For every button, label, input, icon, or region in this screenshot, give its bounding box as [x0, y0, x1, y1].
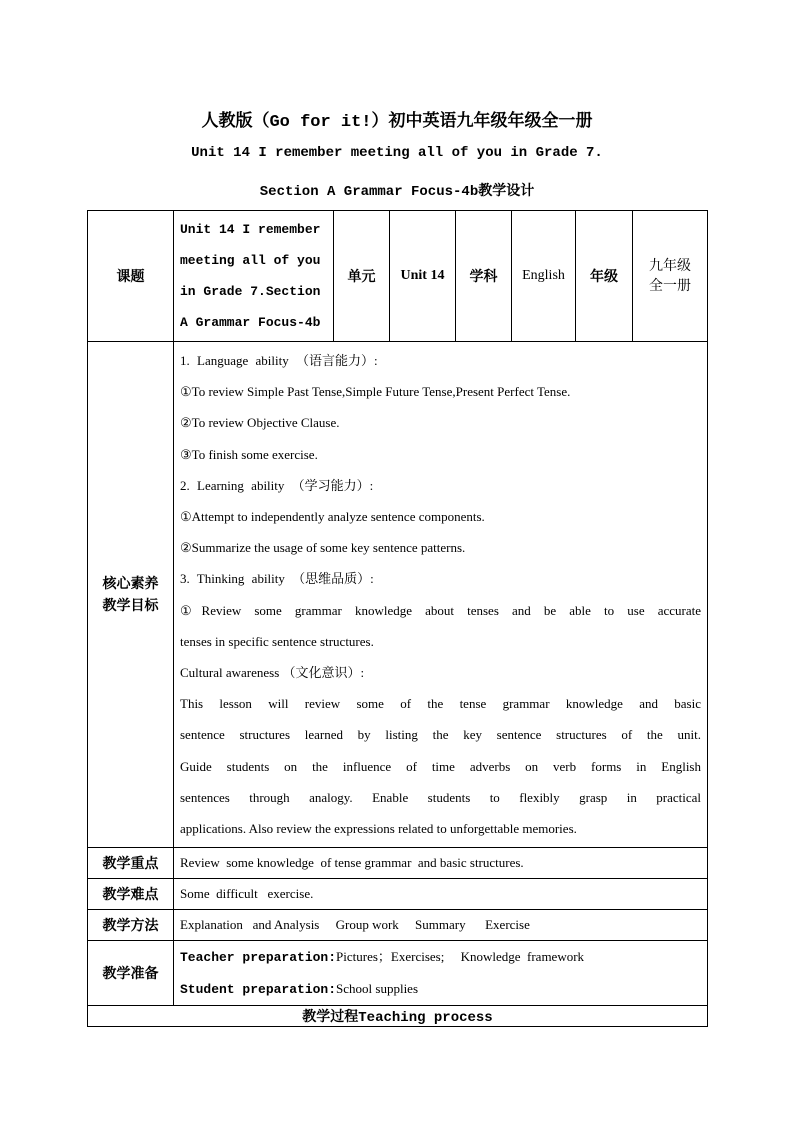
subject-value: English — [512, 211, 576, 342]
key-points-value: Review some knowledge of tense grammar and basic structures. — [174, 848, 708, 879]
goal-line: 2. Learning ability （学习能力）: — [180, 477, 374, 493]
goals-row — [88, 342, 708, 848]
doc-subtitle-section: Section A Grammar Focus-4b教学设计 — [259, 184, 535, 200]
topic-line: in Grade 7.Section — [180, 284, 321, 299]
goal-line: ①Review some grammar knowledge about tenses and be able to use accurate — [180, 602, 701, 618]
goal-line: sentence structures learned by listing the key sentence structures of the unit. — [180, 727, 701, 743]
preparation-value — [174, 941, 708, 1006]
doc-subtitle-unit: Unit 14 I remember meeting all of you in Grade 7. — [191, 145, 603, 161]
goal-line: ①To review Simple Past Tense,Simple Future Tense,Present Perfect Tense. — [180, 384, 571, 400]
topic-value — [174, 211, 334, 342]
methods-label: 教学方法 — [88, 910, 174, 941]
process-row — [88, 1006, 708, 1027]
goals-label-line: 教学目标 — [102, 597, 159, 614]
doc-title: 人教版（Go for it!）初中英语九年级年级全一册 — [201, 113, 593, 132]
topic-label: 课题 — [88, 211, 174, 342]
goal-line: ②To review Objective Clause. — [180, 415, 340, 431]
goal-line: ③To finish some exercise. — [180, 446, 318, 462]
unit-label: 单元 — [334, 211, 390, 342]
goal-line: 1. Language ability （语言能力）: — [180, 353, 378, 368]
goals-content — [174, 342, 708, 848]
student-preparation-label: Student preparation: — [180, 982, 337, 998]
key-points-row — [88, 848, 708, 879]
goals-label-line: 核心素养 — [102, 575, 159, 592]
goal-line: sentences through analogy. Enable students to flexibly grasp in practical — [180, 789, 701, 805]
methods-row — [88, 910, 708, 941]
goal-line: This lesson will review some of the tense grammar knowledge and basic — [180, 696, 701, 712]
goal-line: applications. Also review the expressions related to unforgettable memories. — [180, 821, 577, 837]
goal-line: Guide students on the influence of time adverbs on verb forms in English — [180, 758, 701, 774]
goals-label — [88, 342, 174, 848]
info-row — [88, 211, 708, 342]
grade-value — [633, 211, 708, 342]
unit-value: Unit 14 — [390, 211, 456, 342]
student-preparation — [180, 973, 701, 1005]
grade-line: 九年级 — [649, 258, 691, 274]
key-points-label: 教学重点 — [88, 848, 174, 879]
subject-label: 学科 — [456, 211, 512, 342]
teacher-preparation — [180, 941, 701, 973]
difficult-points-label: 教学难点 — [88, 879, 174, 910]
process-title: 教学过程Teaching process — [88, 1006, 708, 1027]
goal-line: ②Summarize the usage of some key sentence patterns. — [180, 540, 466, 556]
preparation-label: 教学准备 — [88, 941, 174, 1006]
teacher-preparation-text: Pictures；Exercises; Knowledge framework — [336, 949, 585, 965]
goal-line: tenses in specific sentence structures. — [180, 633, 374, 649]
goal-line: ①Attempt to independently analyze sentence components. — [180, 509, 485, 525]
goal-line: 3. Thinking ability （思维品质）: — [180, 571, 374, 587]
grade-line: 全一册 — [649, 278, 691, 294]
difficult-points-value: Some difficult exercise. — [174, 879, 708, 910]
teacher-preparation-label: Teacher preparation: — [180, 950, 337, 966]
grade-label: 年级 — [576, 211, 633, 342]
student-preparation-text: School supplies — [336, 981, 419, 997]
goal-line: Cultural awareness （文化意识）: — [180, 665, 365, 681]
preparation-row — [88, 941, 708, 1006]
difficult-points-row — [88, 879, 708, 910]
topic-line: A Grammar Focus-4b — [180, 315, 321, 330]
topic-line: Unit 14 I remember — [180, 222, 321, 237]
topic-line: meeting all of you — [180, 253, 321, 268]
methods-value: Explanation and Analysis Group work Summary Exercise — [174, 910, 708, 941]
lesson-plan-table — [87, 210, 708, 1027]
